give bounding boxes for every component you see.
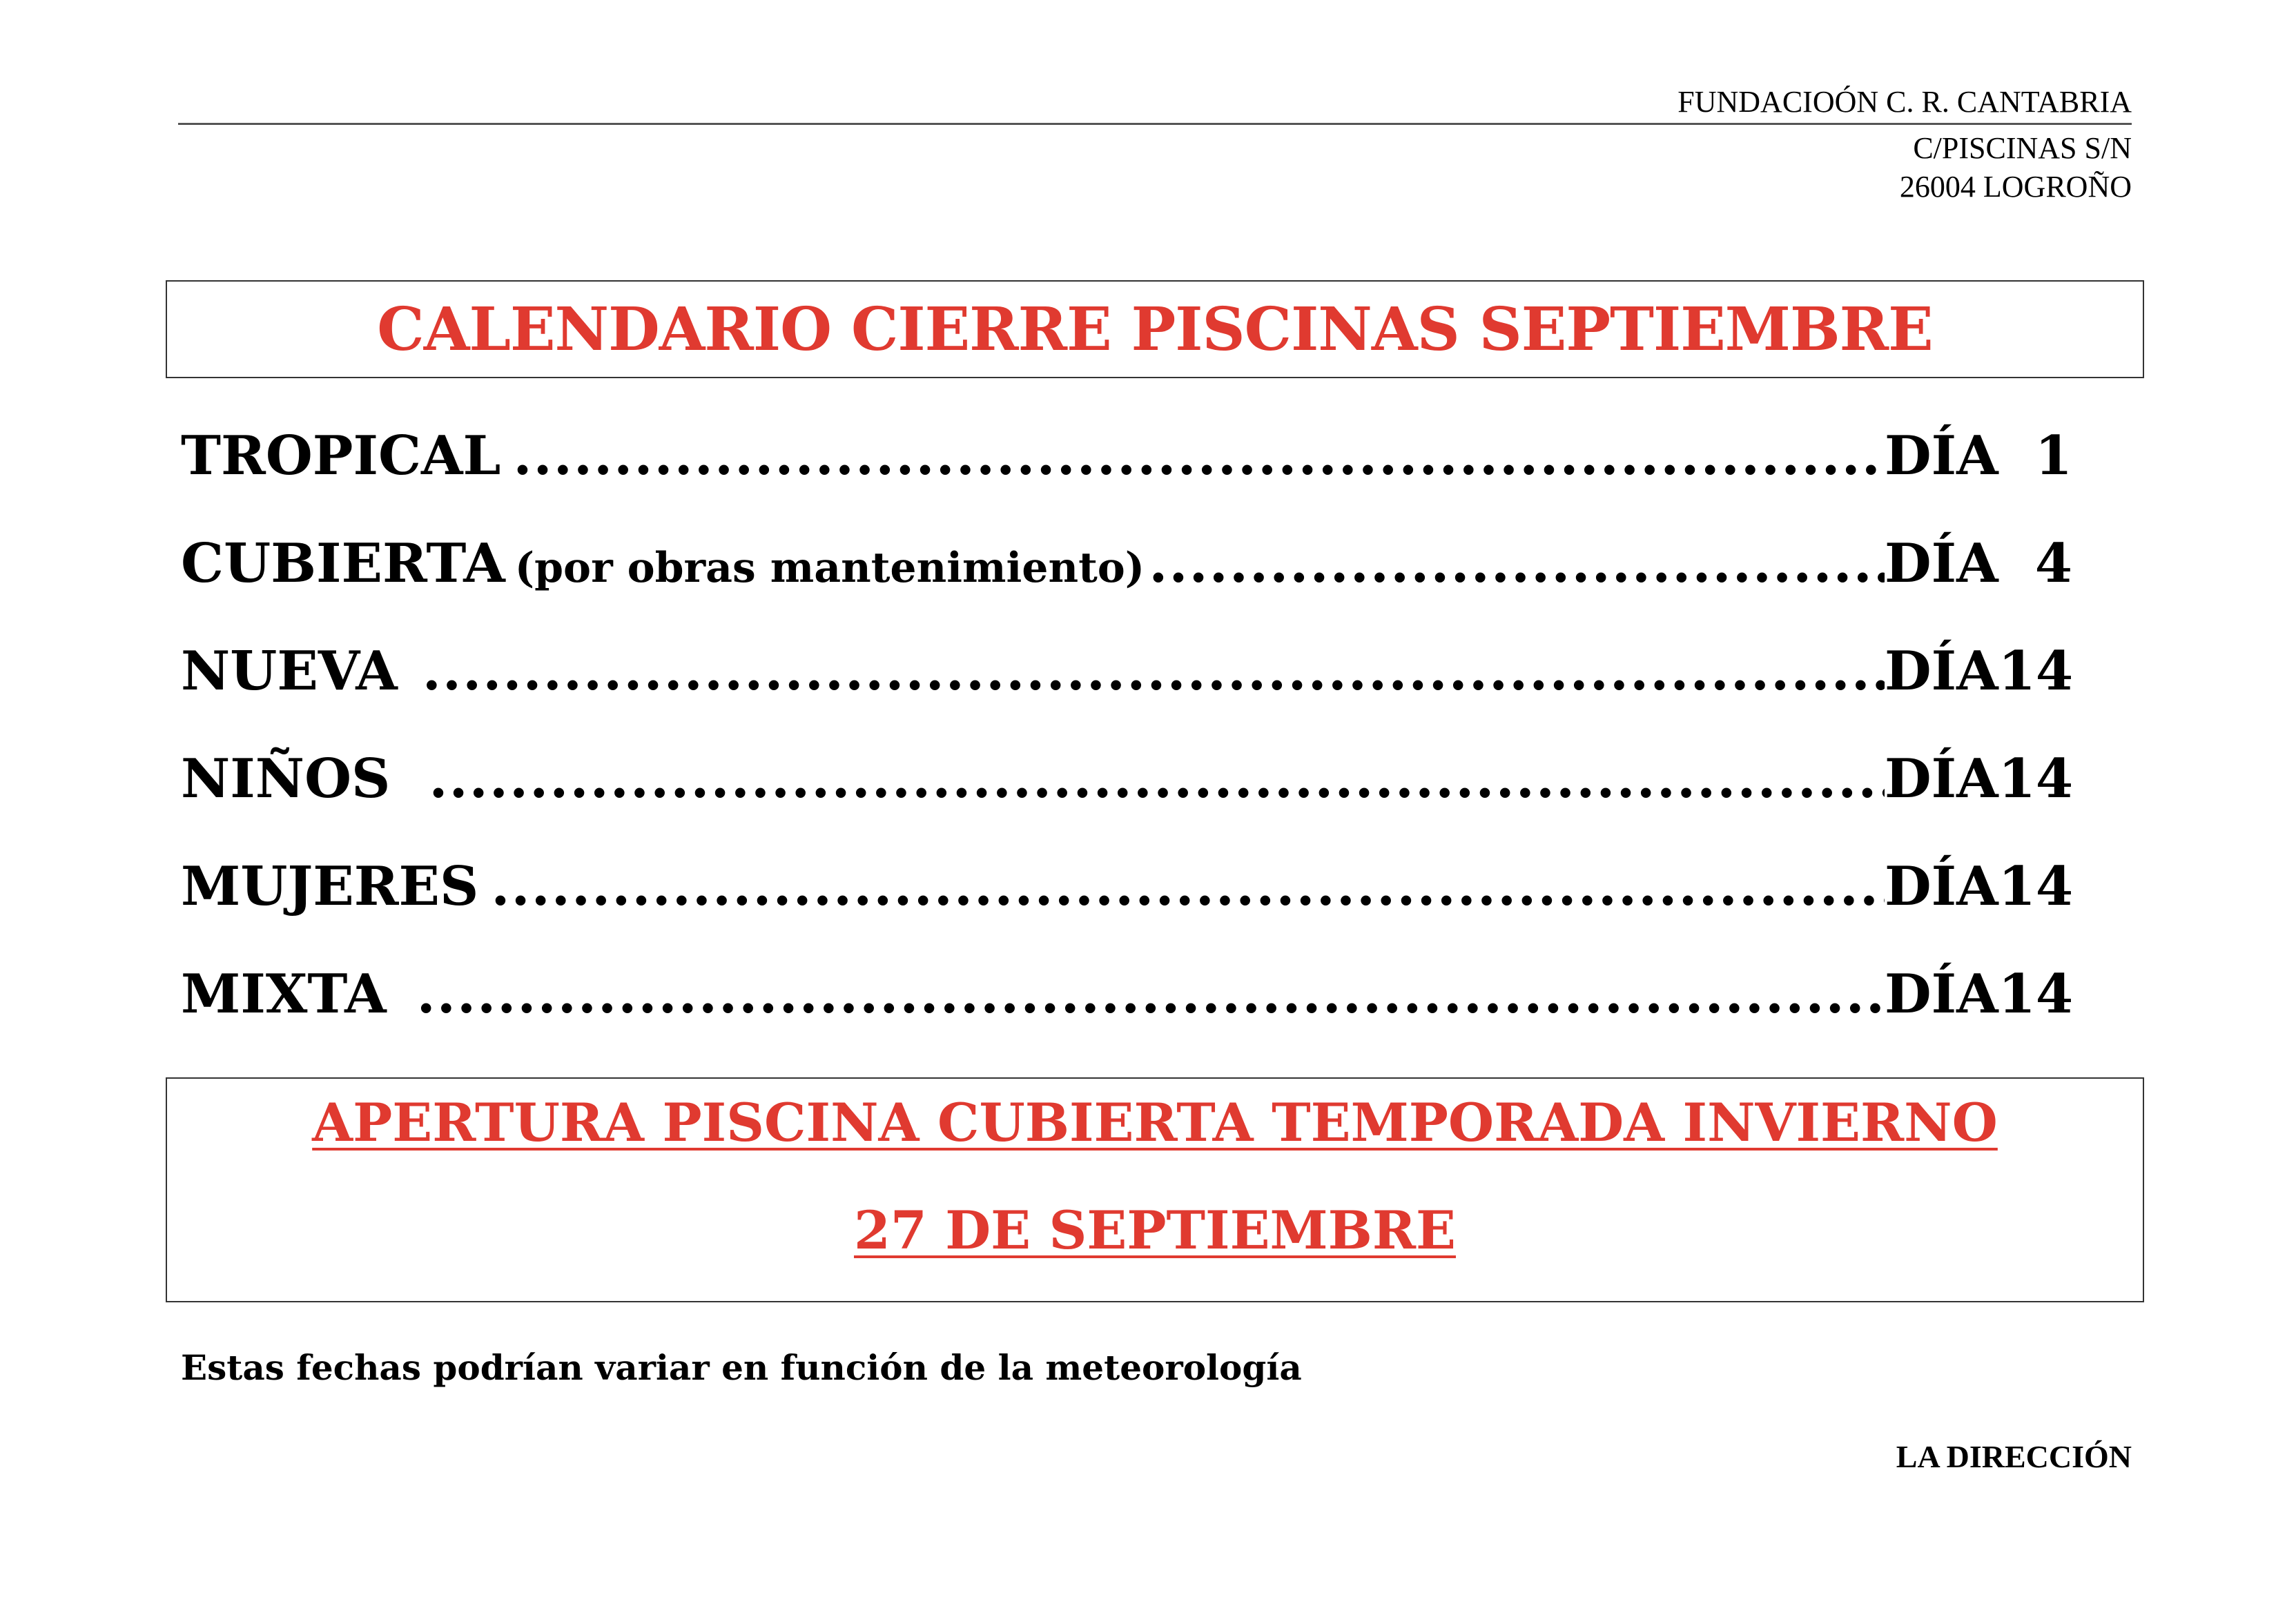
day-number: 14 [1998,640,2074,703]
title-box [166,280,2144,378]
pool-name: TROPICAL [181,424,501,487]
schedule-row-nueva [181,640,2072,747]
pool-name: CUBIERTA [181,532,505,595]
day-number: 14 [1998,963,2074,1026]
pool-name: MIXTA [181,963,387,1026]
schedule-row-cubierta [181,532,2072,640]
dot-leader [417,963,1885,1026]
pool-name: MUJERES [181,855,479,918]
schedule-row-tropical [181,424,2072,532]
dot-leader [491,855,1885,918]
pool-name: NUEVA [181,640,398,703]
day-number: 1 [2034,424,2072,487]
header-divider [178,123,2132,125]
page-title: CALENDARIO CIERRE PISCINAS SEPTIEMBRE [377,294,1933,364]
dot-leader [1149,532,1885,595]
closing-day [1885,640,2072,703]
schedule-row-mujeres [181,855,2072,963]
opening-announcement [166,1077,2144,1302]
closing-day [1885,855,2072,918]
closing-schedule [181,424,2072,1070]
disclaimer-text: Estas fechas podrían variar en función de la meteorología [181,1347,1302,1388]
signature: LA DIRECCIÓN [1896,1439,2132,1474]
closing-day [1885,963,2072,1026]
closing-day [1885,747,2072,810]
opening-title: APERTURA PISCINA CUBIERTA TEMPORADA INVIERNO [312,1092,1998,1153]
day-label: DÍA [1885,640,1998,703]
closing-day [1885,424,2072,487]
letterhead [178,83,2132,206]
closing-day [1885,532,2072,595]
city-address: 26004 LOGROÑO [1899,170,2132,204]
street-address: C/PISCINAS S/N [1913,131,2132,165]
day-label: DÍA [1885,855,1998,918]
day-number: 4 [2034,532,2072,595]
day-label: DÍA [1885,963,1998,1026]
organization-name: FUNDACIOÓN C. R. CANTABRIA [1677,85,2132,119]
schedule-row-ninos [181,747,2072,855]
day-number: 14 [1998,747,2074,810]
dot-leader [429,747,1885,810]
dot-leader [422,640,1885,703]
pool-note: (por obras mantenimiento) [514,544,1145,592]
day-label: DÍA [1885,747,1998,810]
opening-date: 27 DE SEPTIEMBRE [854,1200,1456,1261]
day-label: DÍA [1885,532,1998,595]
day-number: 14 [1998,855,2074,918]
pool-name: NIÑOS [181,747,391,810]
day-label: DÍA [1885,424,1998,487]
dot-leader [513,424,1885,487]
schedule-row-mixta [181,963,2072,1070]
